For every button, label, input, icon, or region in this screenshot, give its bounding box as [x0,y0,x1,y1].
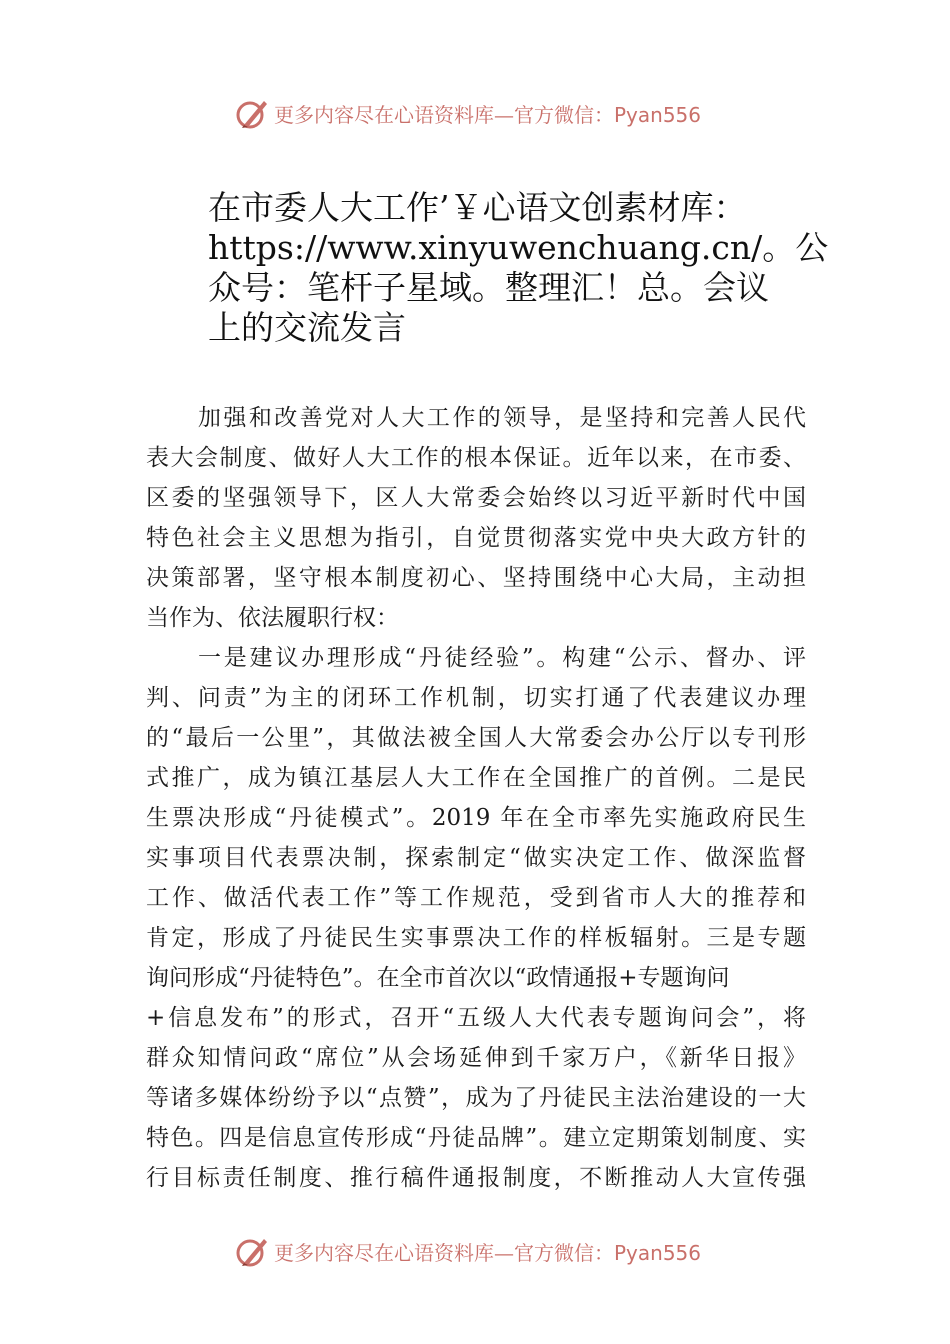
title-line: 上的交流发言 [208,308,406,347]
banner-text-line [274,101,701,129]
body-line: 工作、做活代表工作”等工作规范，受到省市人大的推荐和 [146,885,806,911]
body-line: 一是建议办理形成“丹徒经验”。构建“公示、督办、评 [198,645,806,671]
body-line: 当作为、依法履职行权： [146,605,399,631]
banner-separator: — [494,103,514,127]
body-line: 实事项目代表票决制，探索制定“做实决定工作、做深监督 [146,845,806,871]
body-line: 群众知情问政“席位”从会场延伸到千家万户，《新华日报》 [146,1045,806,1071]
body-line: +信息发布”的形式，召开“五级人大代表专题询问会”，将 [146,1005,806,1031]
footer-banner [0,1233,950,1273]
body-line: 询问形成“丹徒特色”。在全市首次以“政情通报+专题询问 [146,965,730,991]
body-line: 的“最后一公里”，其做法被全国人大常委会办公厅以专刊形 [146,725,806,751]
banner-separator: — [494,1241,514,1265]
banner-wechat-label: 官方微信： [514,1241,614,1265]
banner-wechat-id: Pyan556 [614,103,702,127]
document-body [146,398,806,1198]
title-line: https://www.xinyuwenchuang.cn/。公 [208,228,829,267]
banner-wechat-label: 官方微信： [514,103,614,127]
body-line: 生票决形成“丹徒模式”。2019 年在全市率先实施政府民生 [146,805,806,831]
banner-text-line [274,1239,701,1267]
body-line: 表大会制度、做好人大工作的根本保证。近年以来，在市委、 [146,445,806,471]
body-line: 区委的坚强领导下，区人大常委会始终以习近平新时代中国 [146,485,806,511]
body-line: 加强和改善党对人大工作的领导，是坚持和完善人民代 [198,405,806,431]
body-line: 特色社会主义思想为指引，自觉贯彻落实党中央大政方针的 [146,525,806,551]
title-line: 众号：笔杆子星域。整理汇！总。会议 [208,268,769,307]
body-line: 肯定，形成了丹徒民生实事票决工作的样板辐射。三是专题 [146,925,806,951]
banner-wechat-id: Pyan556 [614,1241,702,1265]
body-line: 行目标责任制度、推行稿件通报制度，不断推动人大宣传强 [146,1165,806,1191]
pen-logo-icon [234,1233,270,1269]
document-title [208,188,829,348]
banner-library-text: 更多内容尽在心语资料库 [274,103,494,127]
body-line: 式推广，成为镇江基层人大工作在全国推广的首例。二是民 [146,765,806,791]
header-banner [0,95,950,135]
body-line: 等诸多媒体纷纷予以“点赞”，成为了丹徒民主法治建设的一大 [146,1085,806,1111]
body-line: 决策部署，坚守根本制度初心、坚持围绕中心大局，主动担 [146,565,806,591]
body-line: 判、问责”为主的闭环工作机制，切实打通了代表建议办理 [146,685,806,711]
body-line: 特色。四是信息宣传形成“丹徒品牌”。建立定期策划制度、实 [146,1125,806,1151]
pen-logo-icon [234,95,270,131]
banner-library-text: 更多内容尽在心语资料库 [274,1241,494,1265]
title-line: 在市委人大工作’￥心语文创素材库： [208,188,747,227]
